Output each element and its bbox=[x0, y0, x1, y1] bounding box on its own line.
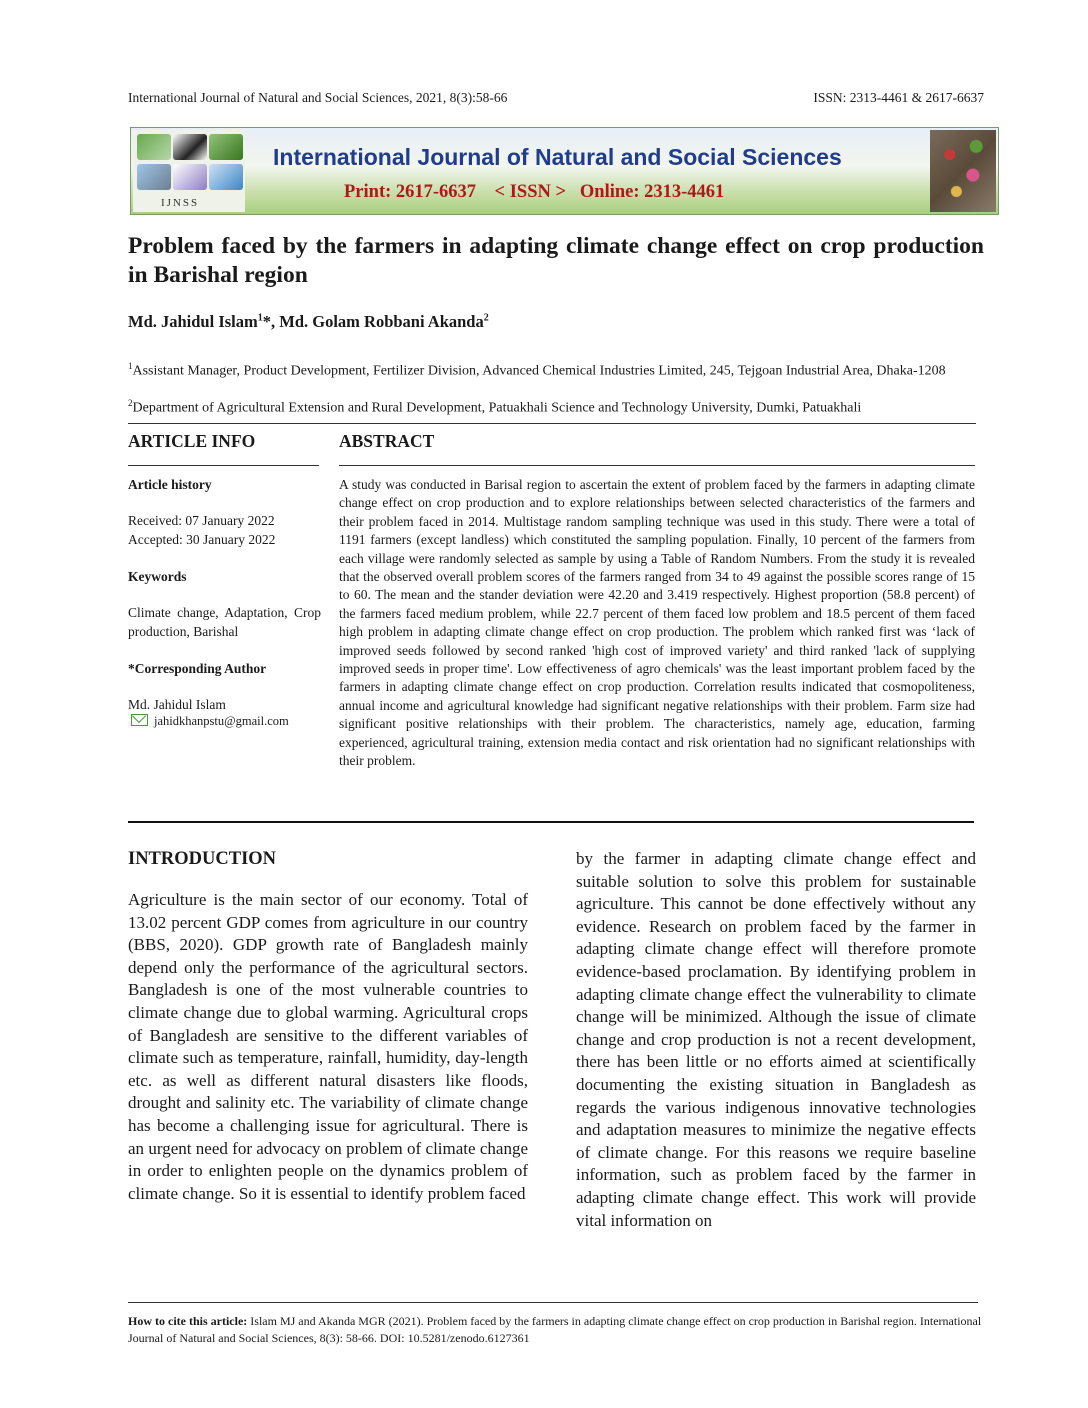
received-date: Received: 07 January 2022 bbox=[128, 513, 275, 528]
paper-title: Problem faced by the farmers in adapting climate change effect on crop production in Barishal region bbox=[128, 233, 984, 288]
affiliation-2-num: 2 bbox=[128, 398, 133, 408]
cite-text: Islam MJ and Akanda MGR (2021). Problem faced by the farmers in adapting climate change effect on crop production in Barishal region. International Journal of Natural and Social Sciences, 8(3): 58-66. DOI: 10.5281/zenodo.6127361 bbox=[128, 1314, 982, 1345]
divider bbox=[128, 465, 319, 466]
divider bbox=[128, 1302, 978, 1303]
journal-banner bbox=[130, 127, 999, 215]
journal-logo-text: IJNSS bbox=[161, 197, 200, 209]
molecule-image bbox=[173, 164, 207, 190]
affiliation-1-text: Assistant Manager, Product Development, Fertilizer Division, Advanced Chemical Industries Limited, 245, Tejgoan Industrial Area, Dhaka-1208 bbox=[132, 363, 946, 379]
email-link[interactable]: jahidkhanpstu@gmail.com bbox=[154, 714, 289, 728]
citation-footer bbox=[128, 1313, 988, 1346]
people-image bbox=[209, 164, 243, 190]
banner-logo-collage bbox=[133, 130, 245, 212]
author-1-mark: *, bbox=[262, 312, 280, 331]
cite-label: How to cite this article: bbox=[128, 1314, 248, 1328]
flowers-image bbox=[930, 130, 996, 212]
issn-header: ISSN: 2313-4461 & 2617-6637 bbox=[813, 90, 984, 105]
animal-image bbox=[173, 134, 207, 160]
introduction-col-2: by the farmer in adapting climate change effect and suitable solution to solve this problem for sustainable agriculture. This cannot be done effectively without any evidence. Research on problem faced by the farmer in adapting climate change effect will therefore promote evidence-based proclamation. By identifying problem in adapting climate change effect the vulnerability to climate change will be minimized. Although the issue of climate change and crop production is not a recent development, there has been little or no efforts aimed at scientifically documenting the existing situation in Bangladesh as regards the various indigenous innovative technologies and adaptation measures to minimize the negative effects of climate change. For this reasons we require baseline information, such as problem faced by the farmer in adapting climate change effect. This work will provide vital information on bbox=[576, 849, 976, 1230]
corresponding-label: *Corresponding Author bbox=[128, 661, 267, 676]
introduction-col-1: Agriculture is the main sector of our economy. Total of 13.02 percent GDP comes from agriculture in our country (BBS, 2020). GDP growth rate of Bangladesh mainly depend only the performance of the agricultural sectors. Bangladesh is one of the most vulnerable countries to climate change due to global warming. Agricultural crops of Bangladesh are sensitive to the different variables of climate such as temperature, rainfall, humidity, day-length etc. as well as different natural disasters like floods, drought and salinity etc. The variability of climate change has become a challenging issue for agricultural. There is an urgent need for advocacy on problem of climate change in order to enlighten people on the dynamics problem of climate change. So it is essential to identify problem faced bbox=[128, 890, 528, 1203]
divider bbox=[128, 423, 976, 424]
introduction-heading: INTRODUCTION bbox=[128, 849, 277, 869]
fish-image bbox=[137, 164, 171, 190]
plant-image bbox=[137, 134, 171, 160]
running-head bbox=[128, 90, 984, 106]
affiliation-2 bbox=[128, 394, 988, 418]
email-line bbox=[131, 714, 289, 729]
accepted-date: Accepted: 30 January 2022 bbox=[128, 532, 276, 547]
article-info-heading: ARTICLE INFO bbox=[128, 431, 256, 451]
divider bbox=[128, 821, 974, 823]
abstract-text: A study was conducted in Barisal region to ascertain the extent of problem faced by the farmers in adapting climate change effect on crop production and to explore relationships between selected characteristics of the farmers and their problem faced in 2014. Multistage random sampling technique was used in this study. There were a total of 1191 farmers (except landless) which constituted the sampling population. Finally, 10 percent of the farmers from each village were randomly selected as sample by using a Table of Random Numbers. From the study it is revealed that the observed overall problem scores of the farmers ranged from 34 to 49 against the possible scores range of 15 to 60. The mean and the stander deviation were 42.20 and 3.419 respectively. Highest proportion (58.8 percent) of the farmers faced medium problem, while 22.7 percent of them faced low problem and 18.5 percent of them faced high problem in adapting climate change effect on crop production. The problem which ranked first was ‘lack of improved seeds followed by second ranked 'high cost of improved variety' and third ranked 'lack of supplying improved seeds in proper time'. Low effectiveness of agro chemicals' was the least important problem faced by the farmers in adapting climate change effect on crop production. Correlation results indicated that cosmopoliteness, annual income and agricultural knowledge had significant negative relationships with their problem. Farm size had significant positive relationships with their problem. The characteristics, namely age, education, farming experienced, agricultural training, extension media contact and risk orientation had no significant relationships with their problem. bbox=[339, 477, 975, 769]
affiliation-1 bbox=[128, 357, 988, 381]
author-2: Md. Golam Robbani Akanda bbox=[279, 312, 484, 331]
authors bbox=[128, 312, 489, 332]
author-1-affil: 1 bbox=[257, 312, 263, 324]
affiliation-2-text: Department of Agricultural Extension and Rural Development, Patuakhali Science and Technology University, Dumki, Patuakhali bbox=[132, 400, 862, 416]
divider bbox=[339, 465, 975, 466]
corresponding-name: Md. Jahidul Islam bbox=[128, 697, 226, 712]
keywords-label: Keywords bbox=[128, 569, 187, 584]
banner-title: International Journal of Natural and Social Sciences bbox=[273, 144, 842, 170]
journal-citation: International Journal of Natural and Social Sciences, 2021, 8(3):58-66 bbox=[128, 90, 508, 105]
author-2-affil: 2 bbox=[483, 312, 489, 324]
affiliation-1-num: 1 bbox=[128, 361, 133, 371]
leaf-image bbox=[209, 134, 243, 160]
keywords: Climate change, Adaptation, Crop production, Barishal bbox=[128, 605, 321, 639]
abstract-heading: ABSTRACT bbox=[339, 431, 435, 451]
mail-icon bbox=[131, 714, 148, 726]
history-label: Article history bbox=[128, 477, 212, 492]
banner-issn: Print: 2617-6637 < ISSN > Online: 2313-4461 bbox=[344, 182, 725, 202]
author-1: Md. Jahidul Islam bbox=[128, 312, 258, 331]
